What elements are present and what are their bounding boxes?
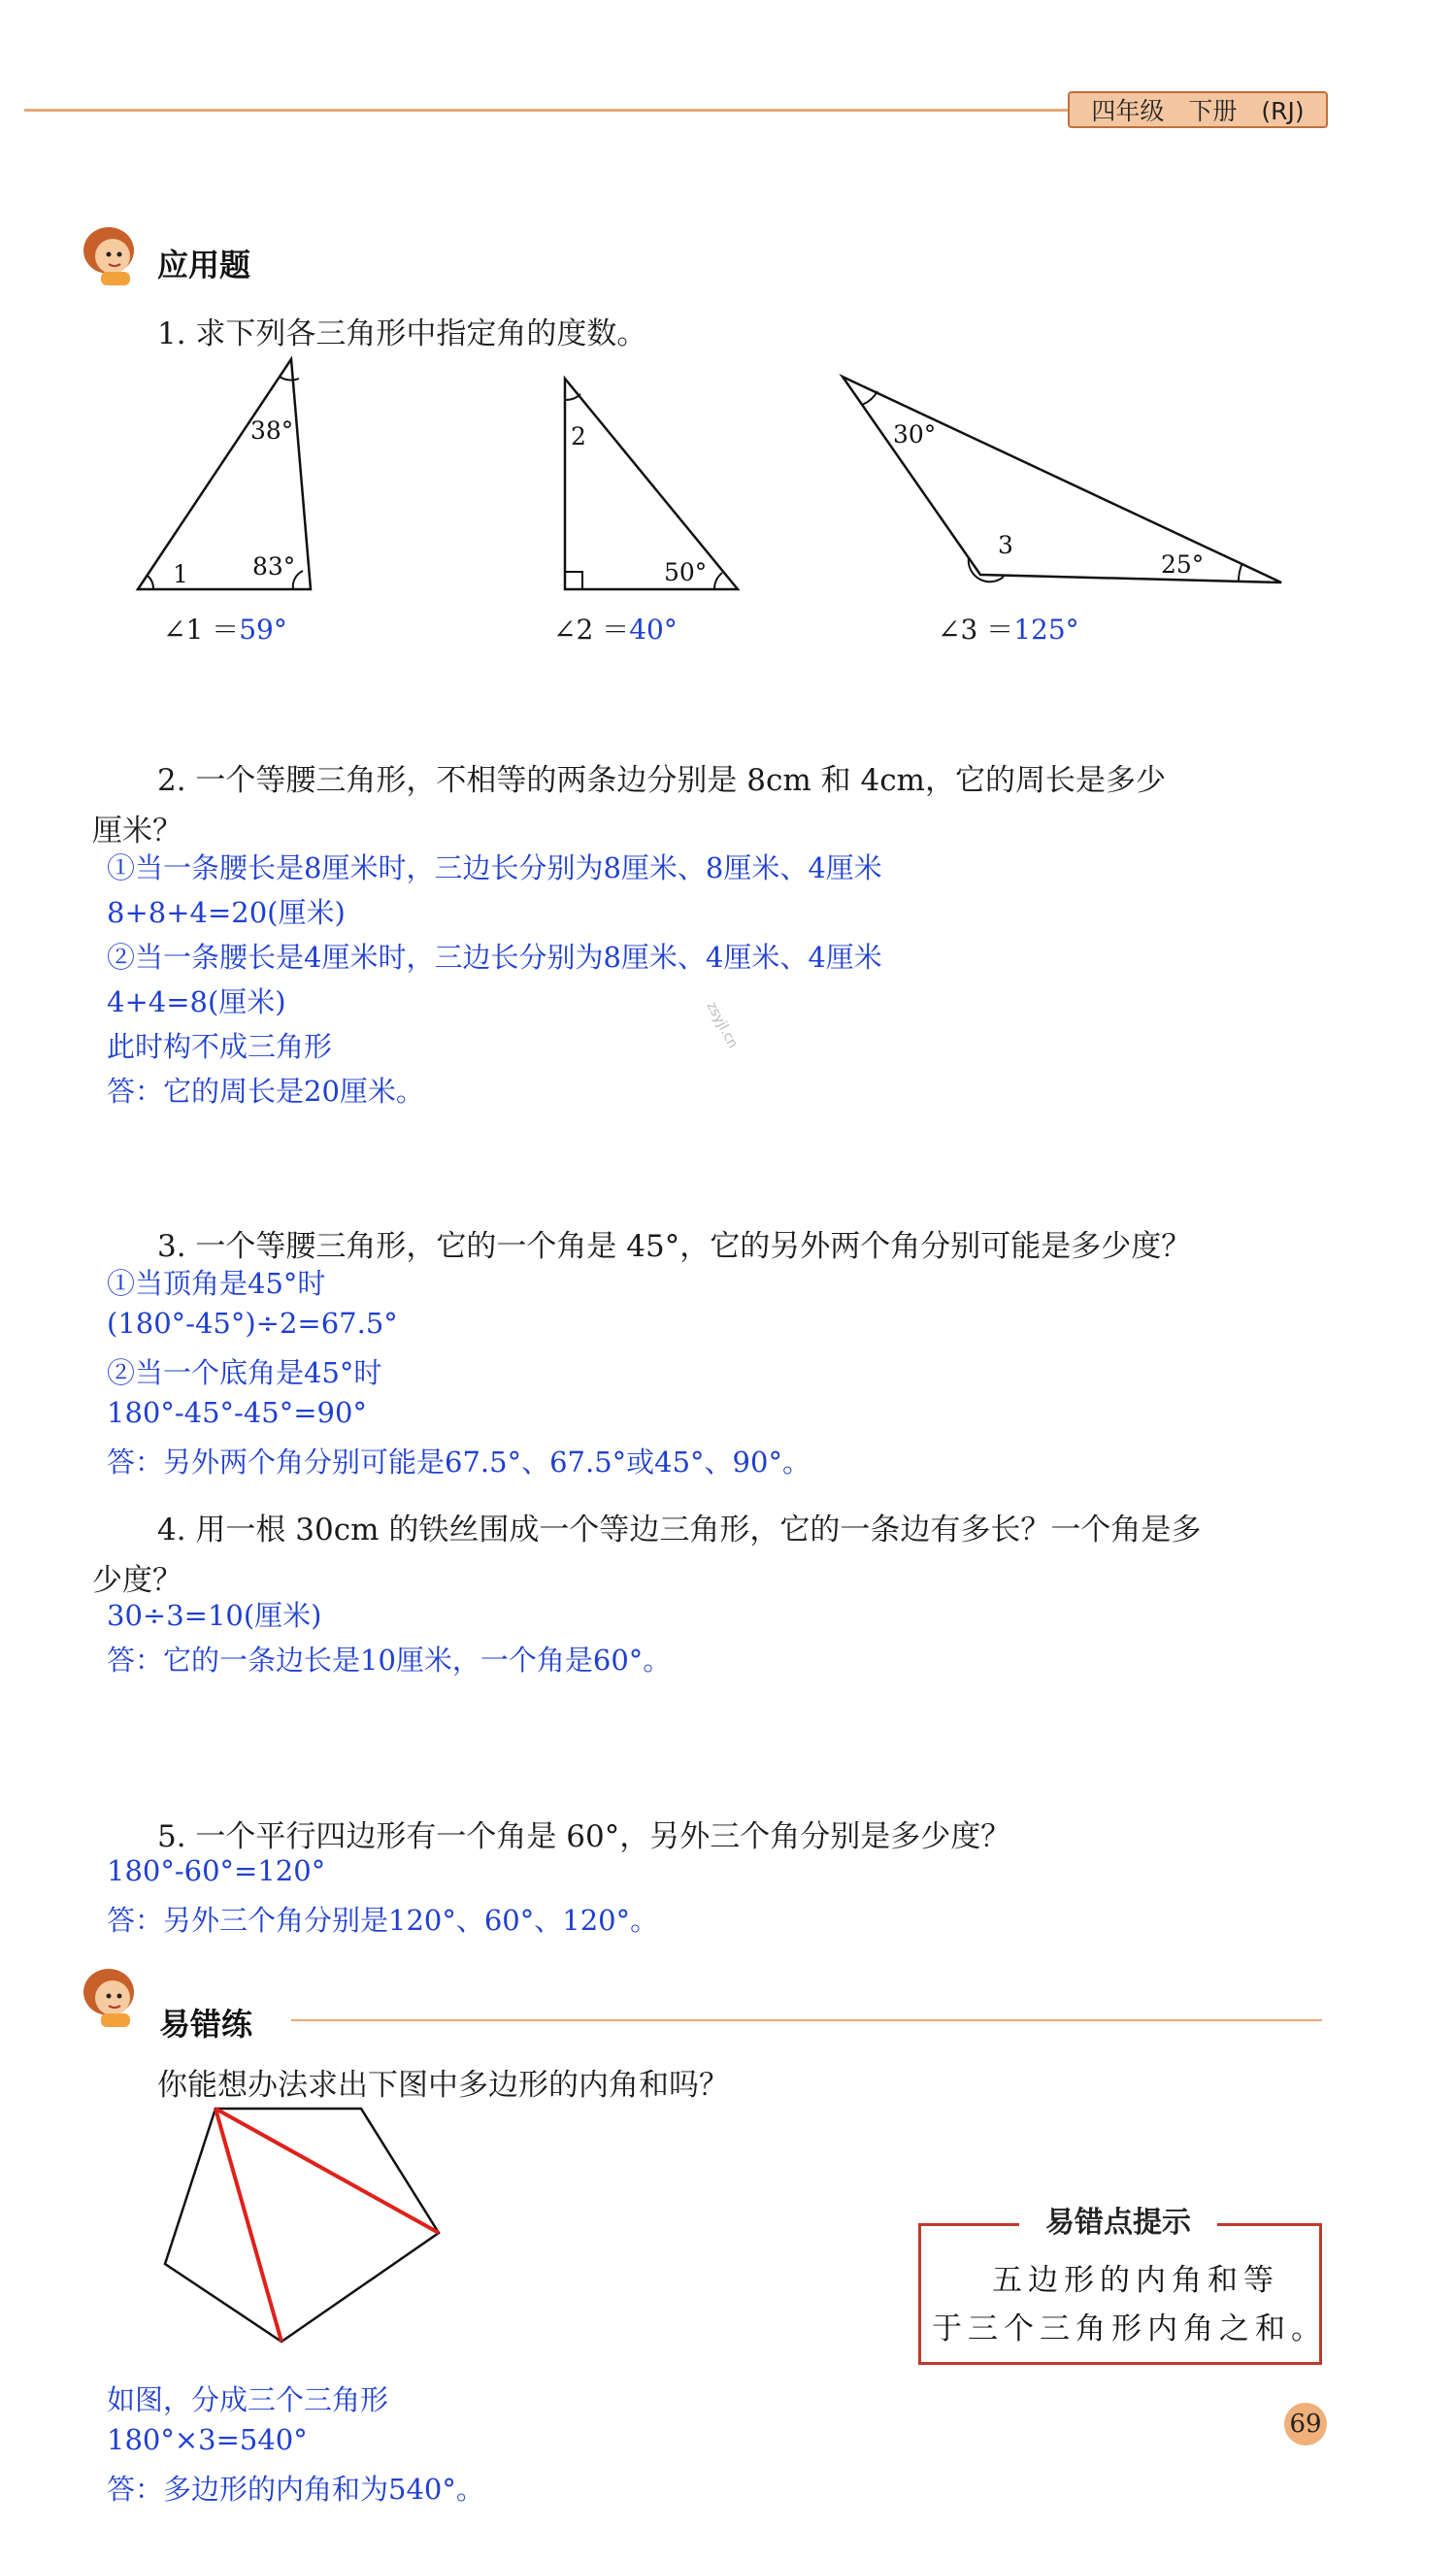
q3-answer-line: (180°-45°)÷2=67.5° (107, 1307, 398, 1340)
section-rule (291, 2019, 1322, 2021)
tri2-right-angle-label: 50° (664, 558, 708, 586)
tri3-angle-3-label: 3 (998, 531, 1013, 559)
error-practice-answer-line: 答：多边形的内角和为540°。 (107, 2473, 484, 2506)
q2-answer-line: ①当一条腰长是8厘米时，三边长分别为8厘米、8厘米、4厘米 (107, 851, 882, 884)
triangle-3 (843, 377, 1281, 582)
q3-answer-line: ②当一个底角是45°时 (107, 1356, 382, 1389)
q4-answer-line: 30÷3=10(厘米) (107, 1599, 322, 1632)
question-2-line-1: 2. 一个等腰三角形，不相等的两条边分别是 8cm 和 4cm，它的周长是多少 (157, 763, 1166, 798)
tri2-angle-2-label: 2 (571, 422, 586, 450)
tri1-right-angle-label: 83° (252, 552, 296, 581)
q2-answer-line: 此时构不成三角形 (107, 1030, 333, 1063)
q3-answer-line: 180°-45°-45°=90° (107, 1396, 367, 1429)
question-5-text: 5. 一个平行四边形有一个角是 60°，另外三个角分别是多少度？ (157, 1819, 1011, 1854)
triangle-1 (138, 359, 311, 589)
answer-angle-3: ∠3 ＝125° (938, 614, 1079, 646)
q4-answer-line: 答：它的一条边长是10厘米，一个角是60°。 (107, 1644, 672, 1677)
tip-text-line-2: 于三个三角形内角之和。 (932, 2312, 1327, 2346)
q2-answer-line: ②当一条腰长是4厘米时，三边长分别为8厘米、4厘米、4厘米 (107, 941, 882, 974)
q2-answer-line: 答：它的周长是20厘米。 (107, 1075, 424, 1108)
tri3-right-angle-label: 25° (1161, 550, 1205, 579)
watermark: zsyjl.cn (703, 999, 742, 1051)
question-4-line-1: 4. 用一根 30cm 的铁丝围成一个等边三角形，它的一条边有多长？一个角是多 (157, 1513, 1202, 1547)
cartoon-girl-icon (80, 1963, 149, 2029)
question-1-text: 1. 求下列各三角形中指定角的度数。 (157, 316, 647, 351)
q5-answer-line: 答：另外三个角分别是120°、60°、120°。 (107, 1904, 659, 1937)
page-number: 69 (1284, 2403, 1327, 2445)
header-rule (24, 109, 1073, 112)
pentagon-diagonal-1 (215, 2109, 439, 2233)
pentagon-figure (155, 2097, 466, 2349)
question-2-line-2: 厘米？ (92, 814, 182, 848)
pentagon-diagonal-2 (215, 2109, 281, 2342)
section-title-error-practice: 易错练 (159, 2006, 253, 2043)
question-4-line-2: 少度？ (92, 1563, 182, 1598)
q3-answer-line: 答：另外两个角分别可能是67.5°、67.5°或45°、90°。 (107, 1446, 811, 1479)
question-3-text: 3. 一个等腰三角形，它的一个角是 45°，它的另外两个角分别可能是多少度？ (157, 1229, 1192, 1264)
triangle-figures (126, 349, 1310, 650)
q2-answer-line: 8+8+4=20(厘米) (107, 896, 346, 929)
answer-angle-1: ∠1 ＝59° (163, 614, 287, 646)
tri1-top-angle-label: 38° (250, 416, 294, 445)
grade-label: 四年级 下册 (RJ) (1068, 91, 1328, 128)
section-title-applications: 应用题 (157, 247, 251, 283)
tri3-left-angle-label: 30° (893, 420, 937, 449)
answer-angle-2: ∠2 ＝40° (553, 614, 678, 646)
q3-answer-line: ①当顶角是45°时 (107, 1267, 326, 1300)
error-practice-answer-line: 180°×3=540° (107, 2423, 308, 2456)
cartoon-girl-icon (80, 221, 149, 287)
error-practice-question: 你能想办法求出下图中多边形的内角和吗？ (157, 2068, 729, 2103)
tri1-angle-1-label: 1 (173, 560, 188, 588)
q2-answer-line: 4+4=8(厘米) (107, 985, 286, 1018)
triangle-2 (565, 379, 738, 589)
tip-text-line-1: 五边形的内角和等 (992, 2263, 1279, 2298)
error-practice-answer-line: 如图，分成三个三角形 (107, 2383, 389, 2416)
tip-title: 易错点提示 (1019, 2204, 1217, 2243)
q5-answer-line: 180°-60°=120° (107, 1854, 326, 1887)
